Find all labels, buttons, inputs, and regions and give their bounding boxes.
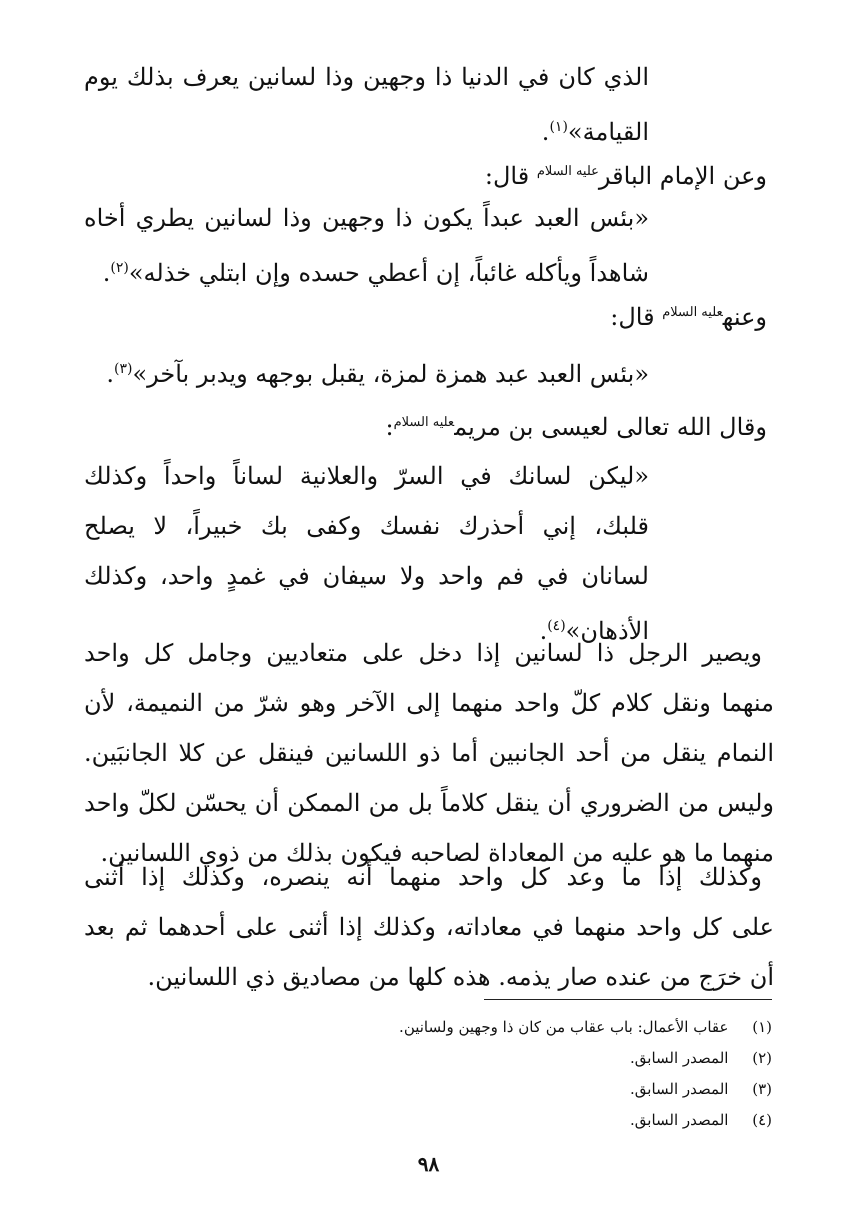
- text-line: وليس من الضروري أن ينقل كلاماً بل من الممكن أن يحسّن لكلّ واحد: [84, 789, 774, 817]
- footnote-3: (٣) المصدر السابق.: [630, 1080, 772, 1098]
- footnote-1: (١) عقاب الأعمال: باب عقاب من كان ذا وجهين ولسانين.: [399, 1018, 772, 1036]
- text-line: «ليكن لسانك في السرّ والعلانية لساناً واحداً وكذلك: [84, 462, 649, 490]
- page-number: ٩٨: [417, 1152, 440, 1176]
- text-line: لسانان في فم واحد ولا سيفان في غمدٍ واحد، وكذلك: [84, 562, 649, 590]
- footnote-ref-4: (٤): [547, 618, 566, 634]
- text-line: قلبك، إني أحذرك نفسك وكفى بك خبيراً، لا يصلح: [84, 512, 649, 540]
- text-line: وكذلك إذا ما وعد كل واحد منهما أنه ينصره، وكذلك إذا أثنى: [84, 863, 762, 891]
- footnote-ref-1: (١): [549, 119, 568, 135]
- text-line: النمام ينقل من أحد الجانبين أما ذو اللسانين فينقل عن كلا الجانبَين.: [84, 739, 774, 767]
- text-line: ويصير الرجل ذا لسانين إذا دخل على متعاديين وجامل كل واحد: [84, 639, 762, 667]
- honorific-mark: عليه السلام: [662, 305, 723, 320]
- honorific-mark: عليه السلام: [536, 164, 599, 179]
- footnote-2: (٢) المصدر السابق.: [630, 1049, 772, 1067]
- text-line: منهما ما هو عليه من المعاداة لصاحبه فيكون بذلك من ذوي اللسانين.: [100, 839, 774, 867]
- text-line: شاهداً ويأكله غائباً، إن أعطي حسده وإن ابتلي خذله»$^{(٢)}$.: [102, 259, 649, 287]
- footnote-ref-3: (٣): [114, 361, 133, 377]
- text-line: منهما ونقل كلام كلّ واحد منهما إلى الآخر وهو شرّ من النميمة، لأن: [84, 689, 774, 717]
- text-line: القيامة»$^{(١)}$.: [541, 118, 649, 146]
- quote-4: [84, 451, 649, 651]
- text-line: الأذهان»$^{(٤)}$.: [539, 617, 649, 645]
- footnote-4: (٤) المصدر السابق.: [630, 1111, 772, 1129]
- footnote-separator: [484, 999, 772, 1000]
- footnote-ref-2: (٢): [110, 260, 129, 276]
- text-line: الذي كان في الدنيا ذا وجهين وذا لسانين يعرف بذلك يوم: [84, 63, 649, 91]
- paragraph-6: [84, 852, 774, 1002]
- paragraph-4-intro: وقال الله تعالى لعيسى بن مريم$^{عليه السلام}$:: [385, 413, 767, 441]
- text-line: أن خرَج من عنده صار يذمه. هذه كلها من مصاديق ذي اللسانين.: [147, 963, 774, 991]
- paragraph-3-intro: وعنه$^{عليه السلام}$ قال:: [610, 303, 767, 331]
- quote-3: «بئس العبد عبد همزة لمزة، يقبل بوجهه ويدبر بآخر»$^{(٣)}$.: [106, 360, 649, 388]
- paragraph-5: [84, 628, 774, 878]
- paragraph-2-intro: وعن الإمام الباقر$^{عليه السلام}$ قال:: [484, 162, 767, 190]
- quote-2: [84, 193, 649, 293]
- paragraph-1: [84, 52, 649, 152]
- text-line: «بئس العبد عبداً يكون ذا وجهين وذا لسانين يطري أخاه: [84, 204, 649, 232]
- honorific-mark: عليه السلام: [393, 415, 455, 430]
- text-line: على كل واحد منهما في معاداته، وكذلك إذا أثنى على أحدهما ثم بعد: [84, 913, 774, 941]
